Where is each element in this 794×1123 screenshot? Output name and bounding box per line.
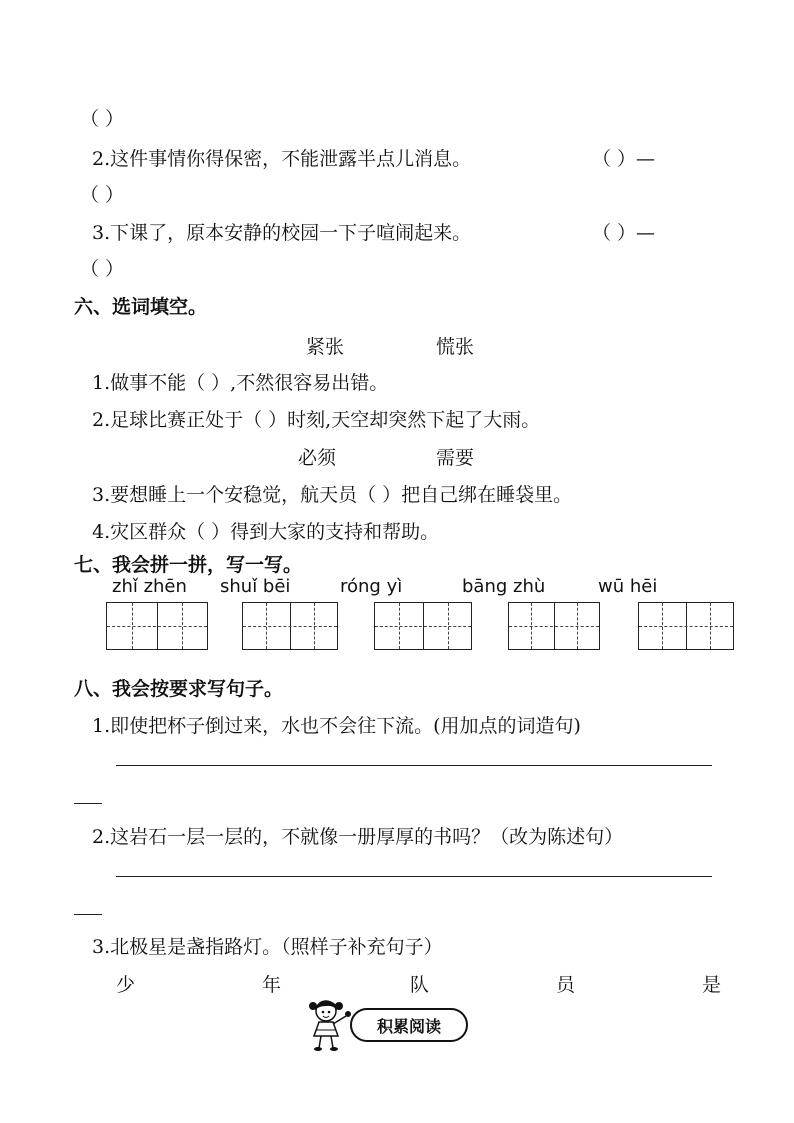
badge-label: 积累阅读	[376, 1016, 441, 1036]
pinyin-label: róng yì	[340, 576, 403, 597]
section-8-title: 八、我会按要求写句子。	[74, 678, 284, 700]
answer-paren: （ ）—	[592, 148, 656, 170]
word-option: 紧张	[306, 336, 345, 358]
word-option: 需要	[436, 447, 475, 469]
answer-paren: （ ）—	[592, 222, 656, 244]
writing-grid[interactable]	[508, 602, 600, 650]
section-6-title: 六、选词填空。	[74, 296, 208, 318]
writing-grid[interactable]	[242, 602, 338, 650]
pinyin-label: zhǐ zhēn	[112, 576, 187, 597]
section-7-title: 七、我会拼一拼，写一写。	[74, 554, 303, 576]
answer-line-cont[interactable]	[74, 803, 102, 804]
answer-line[interactable]	[116, 876, 712, 877]
pinyin-label: wū hēi	[598, 576, 658, 597]
word-option: 必须	[298, 447, 337, 469]
fill-char: 是	[702, 974, 722, 996]
writing-grid[interactable]	[638, 602, 734, 650]
writing-grid[interactable]	[106, 602, 208, 650]
answer-paren-line: （ ）	[80, 108, 125, 130]
pinyin-label: bāng zhù	[462, 576, 546, 597]
question-2: 2.足球比赛正处于（ ）时刻,天空却突然下起了大雨。	[92, 409, 541, 431]
question-3: 3.北极星是盏指路灯。（照样子补充句子）	[92, 936, 443, 958]
question-1: 1.即使把杯子倒过来，水也不会往下流。(用加点的词造句)	[92, 715, 581, 737]
answer-paren-cont: （ ）	[80, 184, 125, 206]
question-1: 1.做事不能（ ）,不然很容易出错。	[92, 372, 389, 394]
fill-char: 年	[262, 974, 282, 996]
question-3: 3.下课了，原本安静的校园一下子喧闹起来。	[92, 222, 472, 244]
answer-line[interactable]	[116, 765, 712, 766]
fill-char: 队	[410, 974, 430, 996]
question-4: 4.灾区群众（ ）得到大家的支持和帮助。	[92, 521, 440, 543]
question-2: 2.这岩石一层一层的，不就像一册厚厚的书吗？（改为陈述句）	[92, 826, 624, 848]
fill-char: 少	[116, 974, 136, 996]
writing-grid[interactable]	[374, 602, 472, 650]
fill-char: 员	[556, 974, 576, 996]
word-option: 慌张	[436, 336, 475, 358]
answer-paren-cont: （ ）	[80, 258, 125, 280]
answer-line-cont[interactable]	[74, 914, 102, 915]
section-badge	[350, 1008, 468, 1042]
question-3: 3.要想睡上一个安稳觉，航天员（ ）把自己绑在睡袋里。	[92, 484, 573, 506]
girl-mascot-icon	[306, 996, 356, 1052]
pinyin-label: shuǐ bēi	[220, 576, 291, 597]
question-2: 2.这件事情你得保密，不能泄露半点儿消息。	[92, 148, 472, 170]
